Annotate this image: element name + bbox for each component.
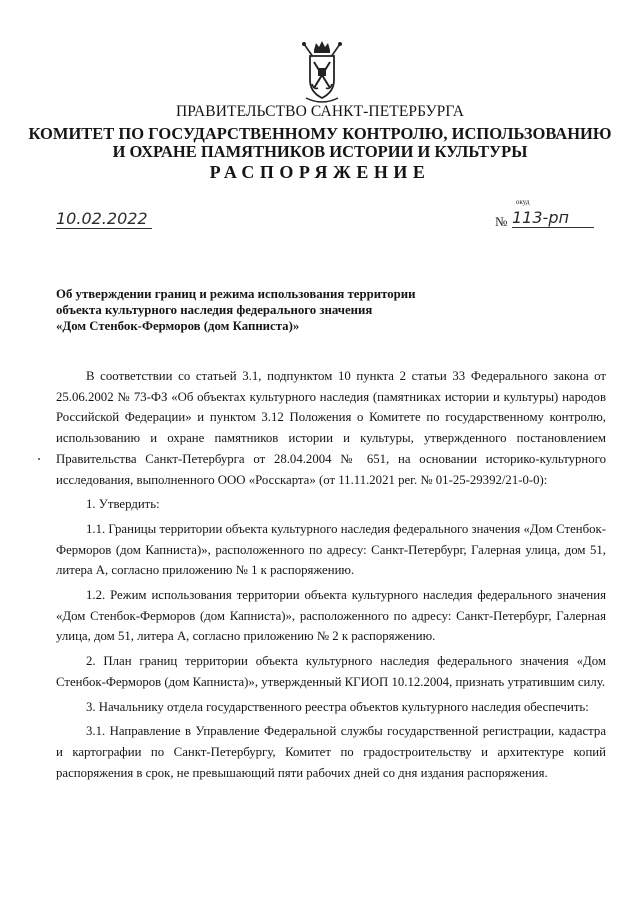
paragraph-item-2: 2. План границ территории объекта культурного наследия федерального значения «Дом Стенбок-Ферморов (дом Капниста)», утвержденный КГИОП 10.12.2004, признать утратившим силу. xyxy=(56,654,606,689)
margin-mark xyxy=(38,458,40,460)
title-line-1: Об утверждении границ и режима использования территории xyxy=(56,287,416,301)
document-type: РАСПОРЯЖЕНИЕ xyxy=(209,162,431,182)
title-line-3: «Дом Стенбок-Ферморов (дом Капниста)» xyxy=(56,319,300,333)
okud-label: окуд xyxy=(516,198,530,206)
committee-name-line-2: И ОХРАНЕ ПАМЯТНИКОВ ИСТОРИИ И КУЛЬТУРЫ xyxy=(112,142,528,161)
paragraph-item-3-1: 3.1. Направление в Управление Федеральной службы государственной регистрации, кадастра и картографии по Санкт-Петербургу, Комитет по градостроительству и архитектуре копий распоряжения в срок, не превышающий пяти рабочих дней со дня издания распоряжения. xyxy=(56,724,606,780)
paragraph-item-1-2: 1.2. Режим использования территории объекта культурного наследия федерального значения «Дом Стенбок-Ферморов (дом Капниста)», расположенного по адресу: Санкт-Петербург, Галерная улица, дом 51, литера А, согласно приложению № 2 к распоряжению. xyxy=(56,588,606,644)
committee-name-line-1: КОМИТЕТ ПО ГОСУДАРСТВЕННОМУ КОНТРОЛЮ, ИСПОЛЬЗОВАНИЮ xyxy=(28,124,612,143)
document-date: 10.02.2022 xyxy=(56,210,152,229)
document-title xyxy=(56,286,476,334)
paragraph-item-1: 1. Утвердить: xyxy=(86,497,160,512)
coat-of-arms-icon xyxy=(296,40,348,106)
number-sign: № xyxy=(495,214,508,229)
paragraph-item-3: 3. Начальнику отдела государственного реестра объектов культурного наследия обеспечить: xyxy=(86,699,589,714)
title-line-2: объекта культурного наследия федерального значения xyxy=(56,303,373,317)
government-name: ПРАВИТЕЛЬСТВО САНКТ-ПЕТЕРБУРГА xyxy=(175,103,465,120)
paragraph-preamble: В соответствии со статьей 3.1, подпунктом 10 пункта 2 статьи 33 Федерального закона от 25.06.2002 № 73-ФЗ «Об объектах культурного наследия (памятниках истории и культуры) народов Российской Федерации» и пунктом 3.12 Положения о Комитете по государственному контролю, использованию и охране памятников истории и культуры, утвержденного постановлением Правительства Санкт-Петербурга от 28.04.2004 № 651, на основании историко-культурного исследования, выполненного ООО «Росскарта» (от 11.11.2021 рег. № 01-25-29392/21-0-0): xyxy=(56,369,606,487)
document-body xyxy=(56,366,606,783)
paragraph-item-1-1: 1.1. Границы территории объекта культурного наследия федерального значения «Дом Стенбок-Ферморов (дом Капниста)», расположенного по адресу: Санкт-Петербург, Галерная улица, дом 51, литера А, согласно приложению № 1 к распоряжению. xyxy=(56,521,606,578)
document-number: 113-рп xyxy=(512,209,594,228)
